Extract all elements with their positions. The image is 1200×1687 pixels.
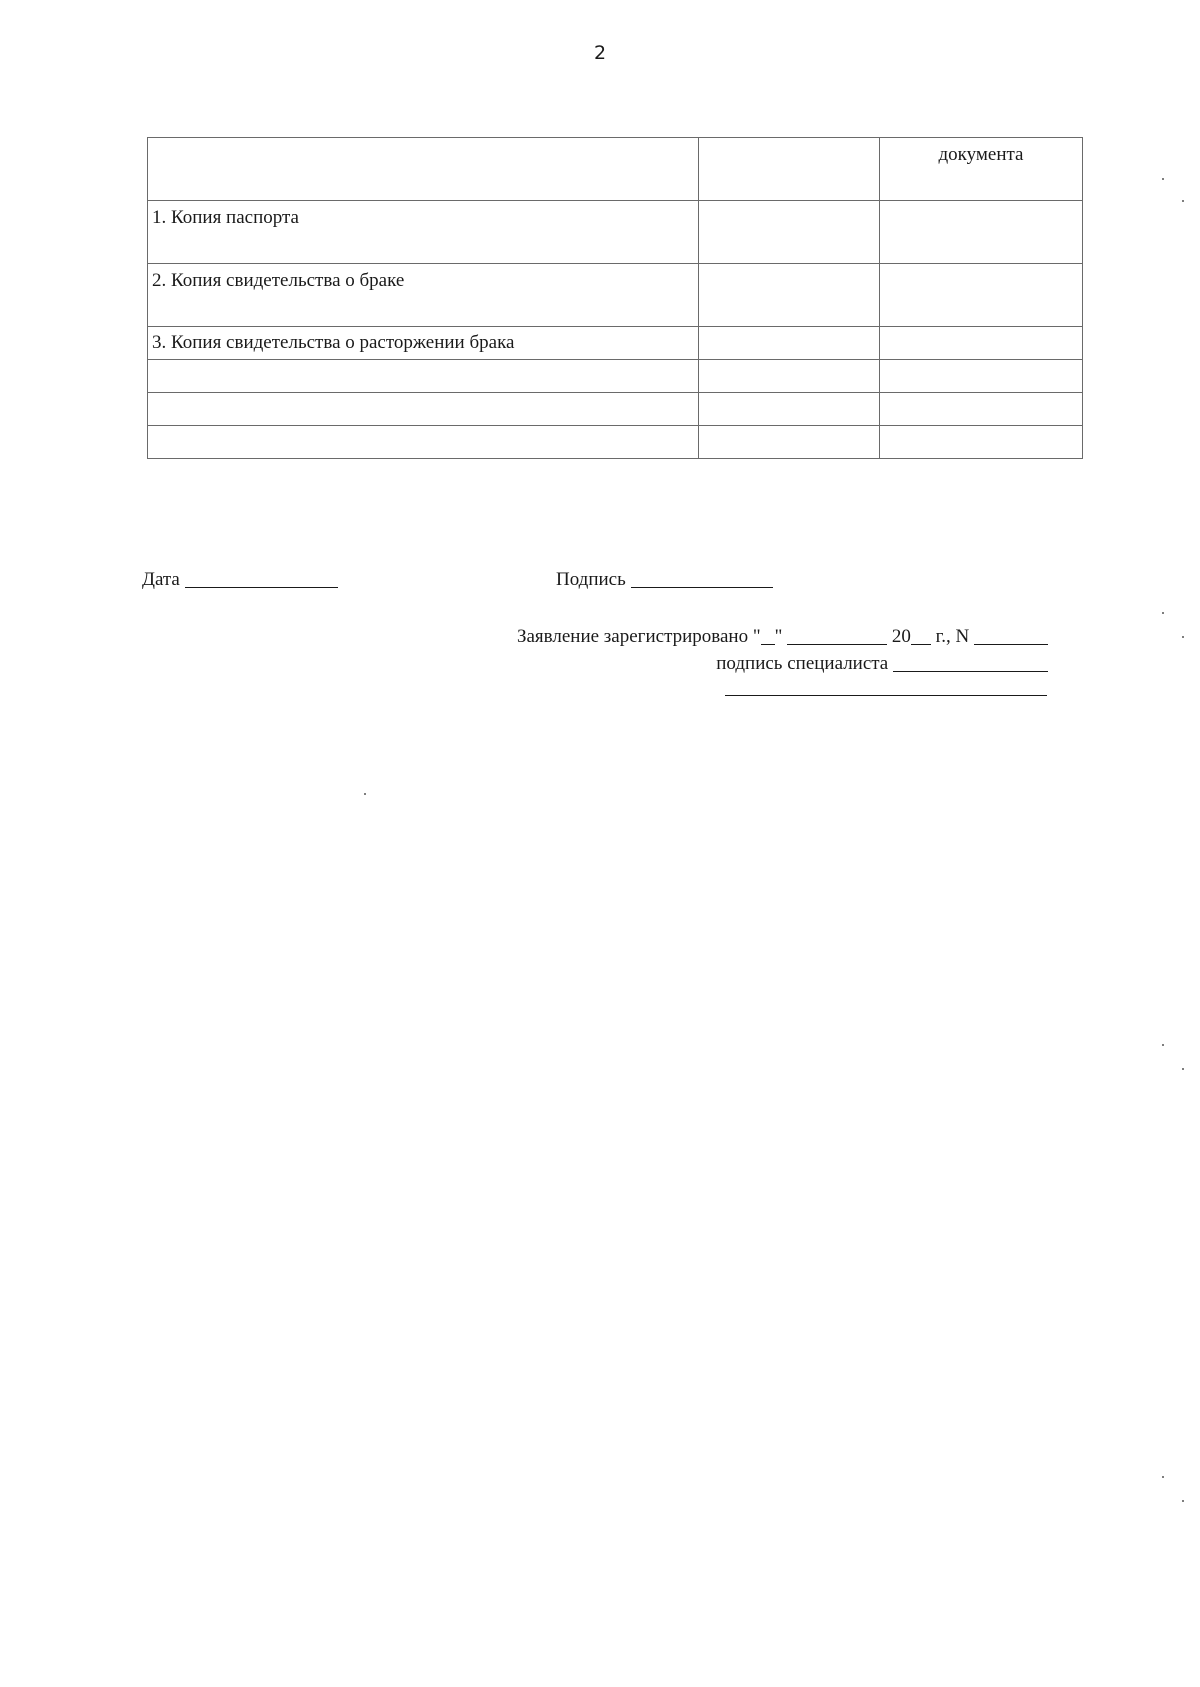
table-cell [699,426,880,459]
table-cell [699,264,880,327]
date-label: Дата [142,569,180,590]
table-row [148,360,1083,393]
table-cell-document-name: 3. Копия свидетельства о расторжении брака [148,327,699,360]
extra-signature-line [725,695,1047,696]
scan-speck [1182,636,1184,638]
documents-table [147,137,1083,459]
signature-field [556,569,773,591]
specialist-signature-blank[interactable] [893,670,1048,672]
table-header-row [148,138,1083,201]
registration-year-suffix: г., N [935,626,970,647]
table-row [148,426,1083,459]
table-cell [880,426,1083,459]
table-cell-document-name: 2. Копия свидетельства о браке [148,264,699,327]
table-cell [148,426,699,459]
specialist-label: подпись специалиста [716,653,889,674]
table-cell [699,360,880,393]
table-cell [699,393,880,426]
table-row [148,264,1083,327]
specialist-signature-line [716,653,1048,675]
table-cell [699,327,880,360]
registration-month-blank[interactable] [787,643,887,645]
registration-quote-close: " [774,626,783,647]
registration-line [517,626,1048,648]
scan-speck [1162,178,1164,180]
registration-year-prefix: 20 [891,626,911,647]
table-cell [880,264,1083,327]
page-number: 2 [593,42,607,64]
table-row [148,393,1083,426]
scan-speck [1162,1044,1164,1046]
table-cell [880,393,1083,426]
registration-prefix: Заявление зарегистрировано " [516,626,761,647]
signature-blank[interactable] [631,586,773,588]
table-row [148,201,1083,264]
table-cell [148,393,699,426]
date-blank[interactable] [185,586,338,588]
table-header-document: документа [880,138,1083,201]
registration-year-blank[interactable] [911,643,931,645]
table-cell [699,201,880,264]
signature-label: Подпись [556,569,626,590]
table-cell [148,360,699,393]
table-cell [880,201,1083,264]
scan-speck [364,793,366,795]
table-cell [880,327,1083,360]
scan-speck [1162,612,1164,614]
table-cell [148,138,699,201]
scan-speck [1162,1476,1164,1478]
table-cell [880,360,1083,393]
registration-day-blank[interactable] [761,643,775,645]
table-cell-document-name: 1. Копия паспорта [148,201,699,264]
scan-speck [1182,200,1184,202]
registration-number-blank[interactable] [974,643,1048,645]
scan-speck [1182,1500,1184,1502]
scan-speck [1182,1068,1184,1070]
date-field [142,569,338,591]
table-row [148,327,1083,360]
table-cell [699,138,880,201]
